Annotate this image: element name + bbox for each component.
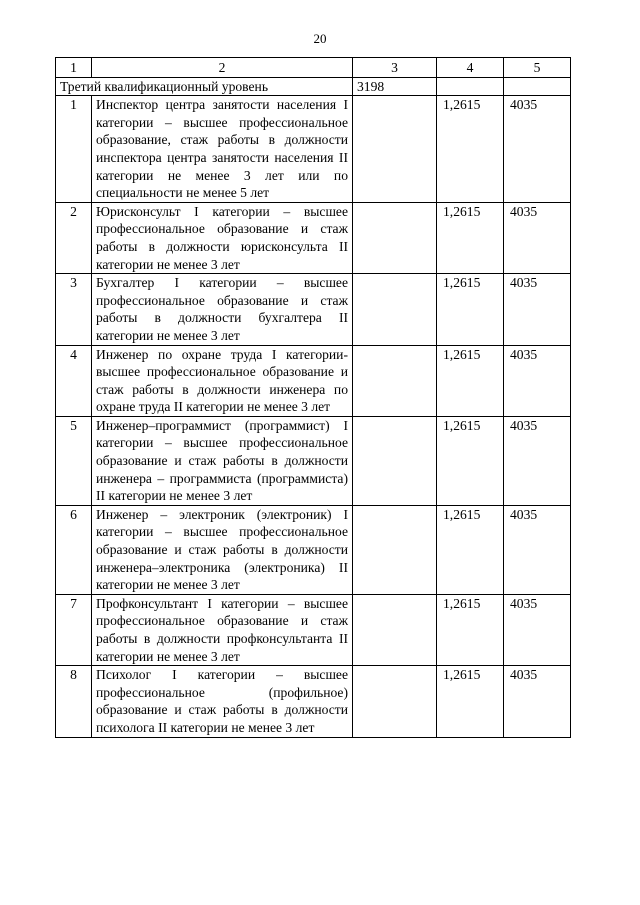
table-row	[56, 274, 571, 345]
coefficient: 1,2615	[437, 96, 504, 203]
salary-table	[55, 57, 571, 738]
table-row	[56, 345, 571, 416]
row-col-3	[353, 666, 437, 737]
salary: 4035	[504, 202, 571, 273]
level-label: Третий квалификационный уровень	[56, 77, 353, 96]
position-description: Инженер–программист (программист) I категории – высшее профессиональное образование и стаж работы в должности инженера – программиста (программиста) II категории не менее 3 лет	[92, 416, 353, 505]
header-col-5: 5	[504, 58, 571, 78]
table-row	[56, 666, 571, 737]
position-description: Инженер по охране труда I категории-высшее профессиональное образование и стаж работы в должности инженера по охране труда II категории не менее 3 лет	[92, 345, 353, 416]
salary: 4035	[504, 96, 571, 203]
header-col-1: 1	[56, 58, 92, 78]
salary: 4035	[504, 274, 571, 345]
coefficient: 1,2615	[437, 666, 504, 737]
row-col-3	[353, 505, 437, 594]
table-row	[56, 594, 571, 665]
row-col-3	[353, 416, 437, 505]
header-col-2: 2	[92, 58, 353, 78]
level-empty-4	[437, 77, 504, 96]
level-row	[56, 77, 571, 96]
row-number: 5	[56, 416, 92, 505]
salary: 4035	[504, 594, 571, 665]
level-empty-5	[504, 77, 571, 96]
position-description: Юрисконсульт I категории – высшее профессиональное образование и стаж работы в должности юрисконсульта II категории не менее 3 лет	[92, 202, 353, 273]
salary: 4035	[504, 345, 571, 416]
row-number: 4	[56, 345, 92, 416]
level-value: 3198	[353, 77, 437, 96]
row-number: 8	[56, 666, 92, 737]
coefficient: 1,2615	[437, 416, 504, 505]
row-col-3	[353, 345, 437, 416]
coefficient: 1,2615	[437, 345, 504, 416]
header-col-3: 3	[353, 58, 437, 78]
coefficient: 1,2615	[437, 274, 504, 345]
table-row	[56, 202, 571, 273]
row-number: 1	[56, 96, 92, 203]
row-col-3	[353, 274, 437, 345]
header-col-4: 4	[437, 58, 504, 78]
position-description: Профконсультант I категории – высшее профессиональное образование и стаж работы в должности профконсультанта II категории не менее 3 лет	[92, 594, 353, 665]
position-description: Инспектор центра занятости населения I категории – высшее профессиональное образование, стаж работы в должности инспектора центра занятости населения II категории не менее 3 лет или по специальности не менее 5 лет	[92, 96, 353, 203]
salary: 4035	[504, 505, 571, 594]
header-row	[56, 58, 571, 78]
table-row	[56, 505, 571, 594]
row-number: 7	[56, 594, 92, 665]
coefficient: 1,2615	[437, 202, 504, 273]
row-col-3	[353, 594, 437, 665]
table-row	[56, 416, 571, 505]
row-number: 3	[56, 274, 92, 345]
table-row	[56, 96, 571, 203]
table-body	[56, 77, 571, 737]
table-header	[56, 58, 571, 78]
position-description: Психолог I категории – высшее профессиональное (профильное) образование и стаж работы в должности психолога II категории не менее 3 лет	[92, 666, 353, 737]
position-description: Бухгалтер I категории – высшее профессиональное образование и стаж работы в должности бухгалтера II категории не менее 3 лет	[92, 274, 353, 345]
salary: 4035	[504, 416, 571, 505]
coefficient: 1,2615	[437, 594, 504, 665]
salary: 4035	[504, 666, 571, 737]
row-col-3	[353, 202, 437, 273]
row-number: 6	[56, 505, 92, 594]
page-number: 20	[313, 31, 327, 46]
position-description: Инженер – электроник (электроник) I категории – высшее профессиональное образование и стаж работы в должности инженера–электроника (электроника) II категории не менее 3 лет	[92, 505, 353, 594]
coefficient: 1,2615	[437, 505, 504, 594]
row-col-3	[353, 96, 437, 203]
row-number: 2	[56, 202, 92, 273]
